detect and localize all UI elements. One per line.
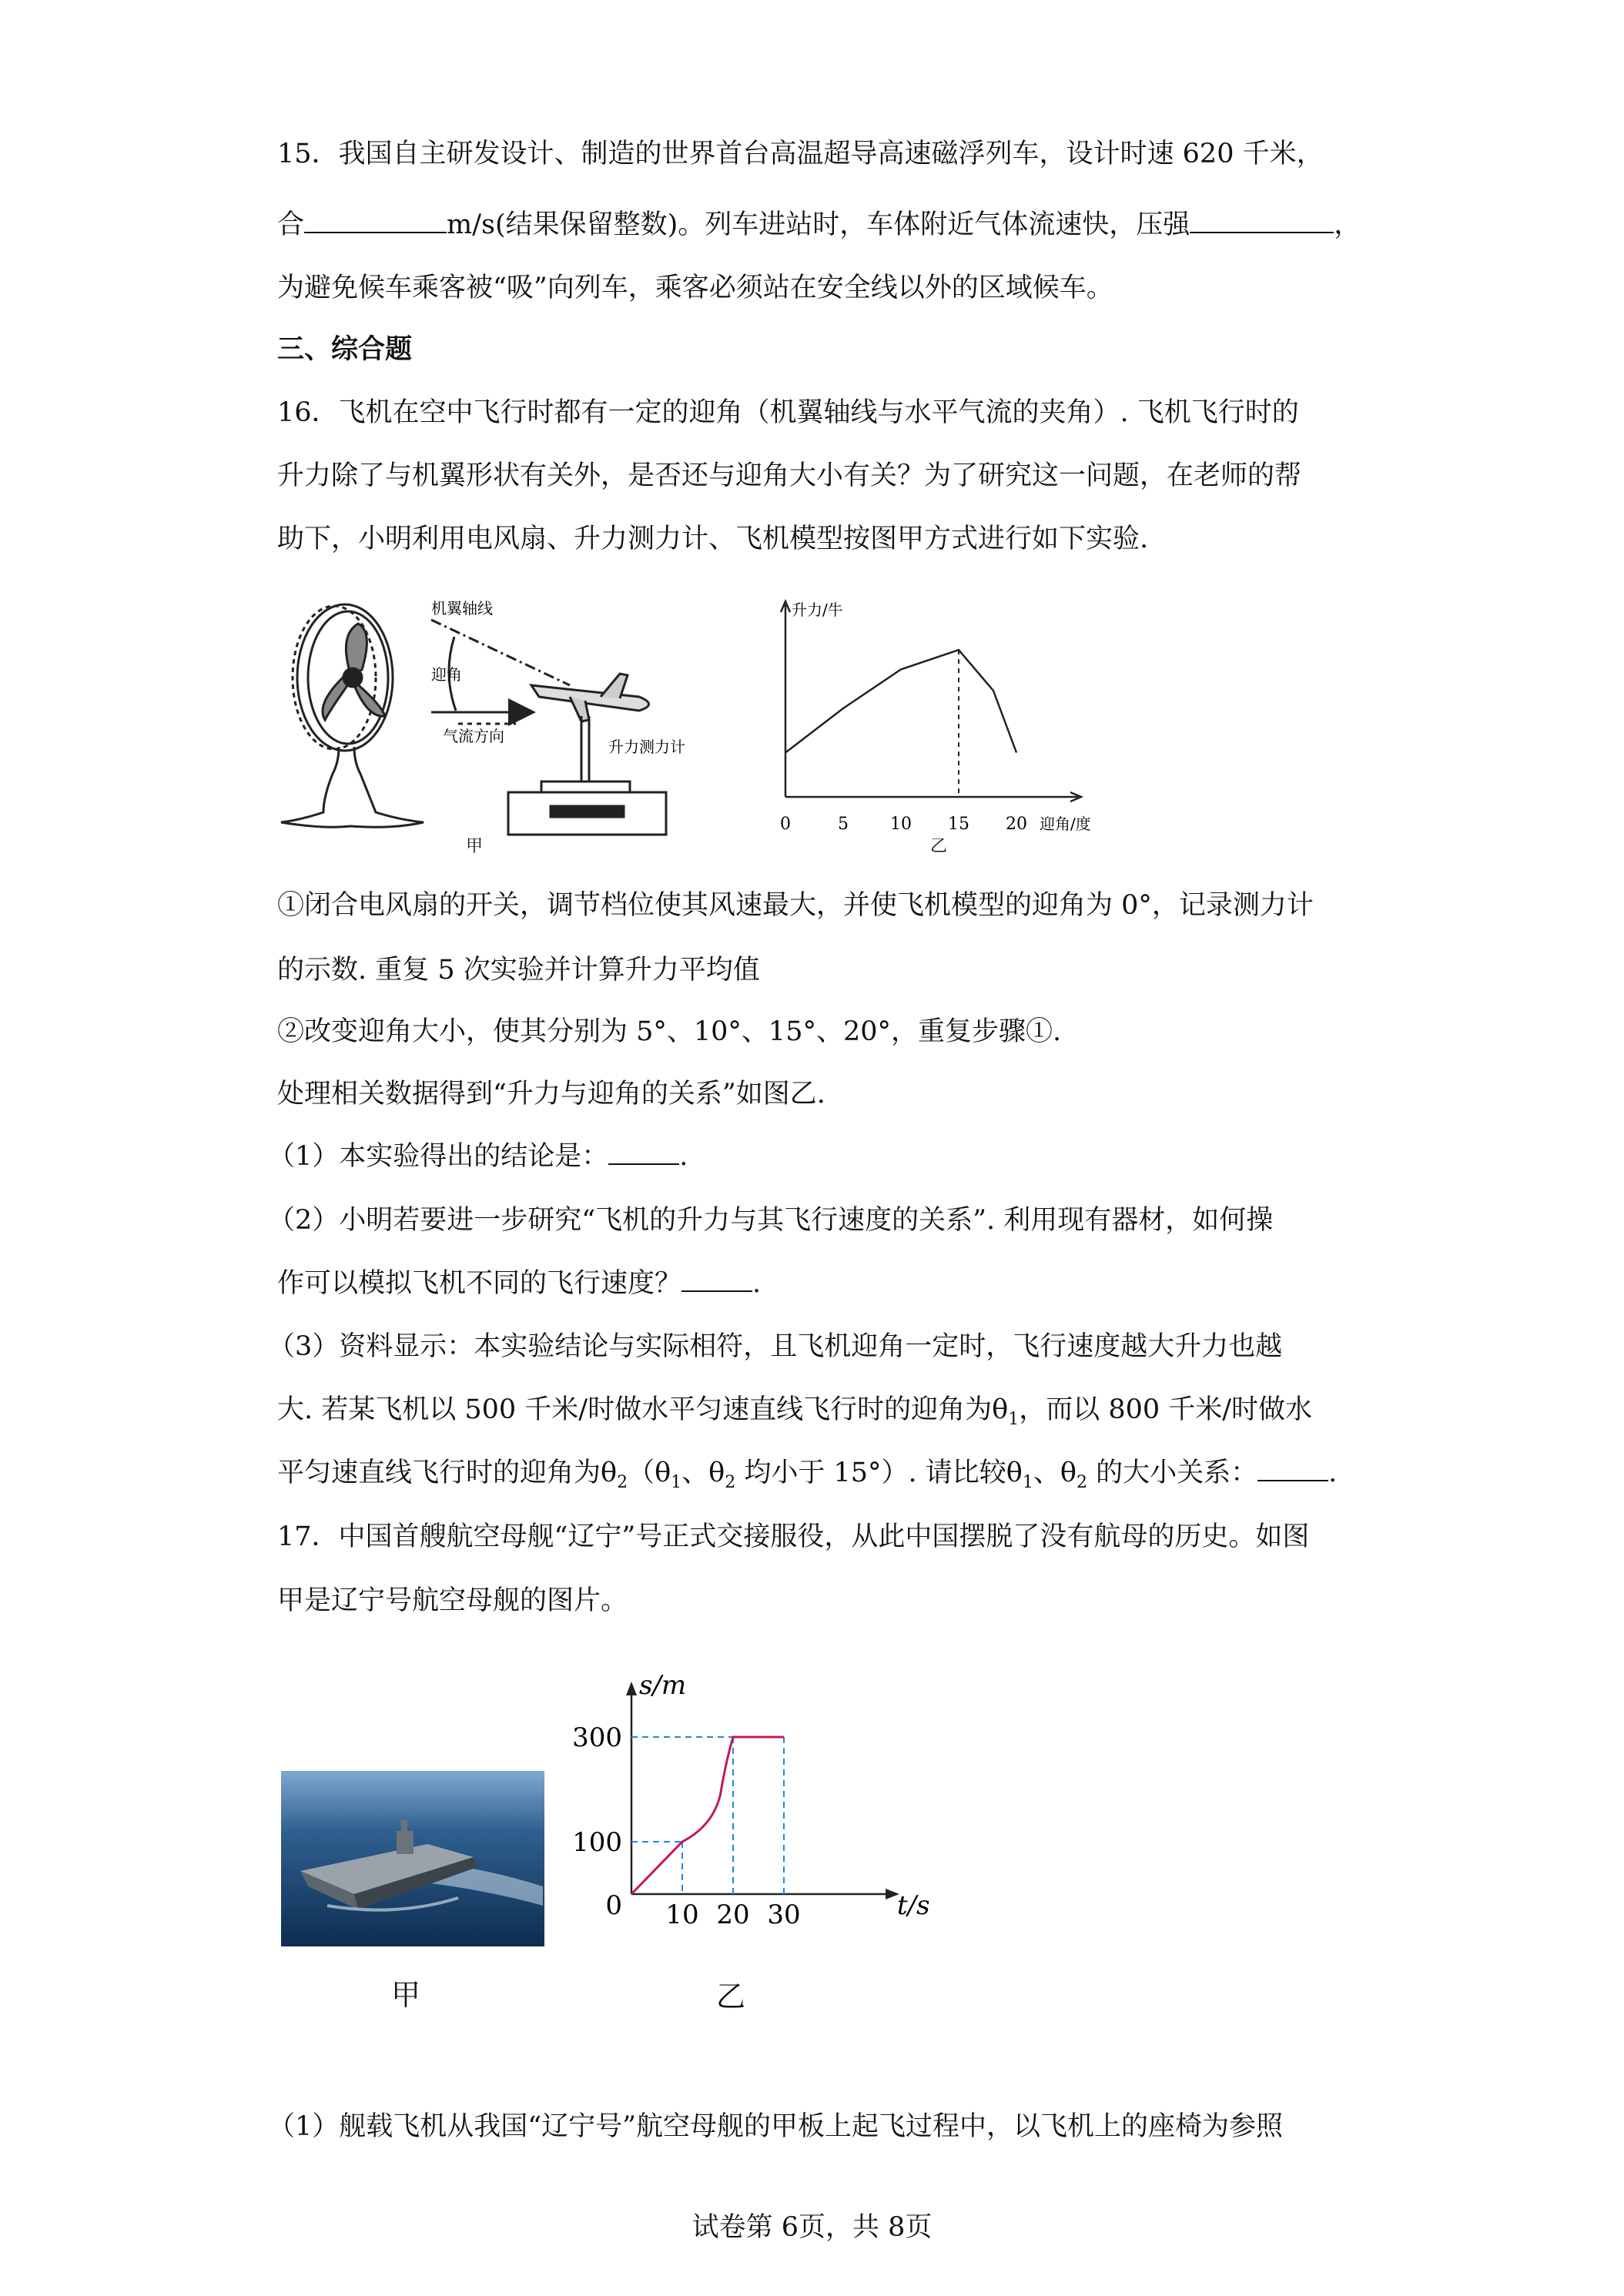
- figure-caption-jia: 甲: [466, 837, 484, 856]
- section-heading: 三、综合题: [277, 333, 413, 365]
- x-tick-label: 10: [665, 1899, 699, 1930]
- q16-sub-2a: （2）小明若要进一步研究“飞机的升力与其飞行速度的关系”. 利用现有器材，如何操: [268, 1205, 1274, 1236]
- y-axis-label: s/m: [639, 1670, 687, 1701]
- x-tick-label: 0: [780, 815, 791, 834]
- x-tick-label: 20: [716, 1899, 750, 1930]
- axis-label: 机翼轴线: [431, 599, 493, 618]
- x-tick-label: 5: [838, 815, 849, 834]
- answer-blank[interactable]: [608, 1139, 679, 1165]
- lift-curve: [785, 650, 1016, 752]
- x-tick-label: 15: [948, 815, 969, 834]
- q17-line-2: 甲是辽宁号航空母舰的图片。: [277, 1585, 628, 1616]
- answer-blank[interactable]: [1190, 207, 1334, 233]
- flow-label: 气流方向: [443, 727, 504, 745]
- q15-line-2: 合 m/s(结果保留整数)。列车进站时，车体附近气体流速快，压强 ，: [277, 206, 1361, 243]
- q16-sub-3b: 大. 若某飞机以 500 千米/时做水平匀速直线飞行时的迎角为$\theta_1$，而以 800 千米/时做水: [277, 1394, 1313, 1429]
- q16-sub-3a: （3）资料显示：本实验结论与实际相符，且飞机迎角一定时，飞行速度越大升力也越: [268, 1331, 1283, 1362]
- y-axis-arrow: [626, 1682, 637, 1695]
- aircraft-carrier-photo: [281, 1771, 544, 1946]
- q16-line-1: 16．飞机在空中飞行时都有一定的迎角（机翼轴线与水平气流的夹角）. 飞机飞行时的: [277, 397, 1299, 428]
- x-tick-label: 30: [767, 1899, 801, 1930]
- lift-angle-chart: [762, 589, 1147, 835]
- distance-time-chart: [570, 1663, 930, 1948]
- page-footer: 试卷第 6页，共 8页: [691, 2212, 933, 2243]
- chart-caption-yi: 乙: [716, 1980, 746, 2013]
- y-axis-label: 升力/牛: [792, 601, 843, 619]
- q16-sub-3c: 平匀速直线飞行时的迎角为$\theta_2(\theta_1$、$\theta_2$ 均小于 15°）. 请比较$\theta_1$、$\theta_2$ 的大小关系： .: [277, 1454, 1337, 1501]
- q16-line-3: 助下，小明利用电风扇、升力测力计、飞机模型按图甲方式进行如下实验.: [277, 524, 1149, 554]
- answer-blank[interactable]: [304, 207, 447, 233]
- q16-process: 处理相关数据得到“升力与迎角的关系”如图乙.: [277, 1079, 825, 1110]
- q16-line-2: 升力除了与机翼形状有关外，是否还与迎角大小有关？为了研究这一问题，在老师的帮: [277, 460, 1302, 491]
- angle-label: 迎角: [431, 665, 462, 684]
- x-tick-label: 10: [890, 815, 912, 834]
- q16-step-2: ②改变迎角大小，使其分别为 5°、10°、15°、20°，重复步骤①.: [277, 1016, 1062, 1047]
- fan-apparatus-figure: [277, 589, 716, 851]
- q15-line-3: 为避免候车乘客被“吸”向列车，乘客必须站在安全线以外的区域候车。: [277, 273, 1113, 303]
- answer-blank[interactable]: [681, 1266, 752, 1292]
- q15-line-1: 15．我国自主研发设计、制造的世界首台高温超导高速磁浮列车，设计时速 620 千米，: [277, 139, 1324, 169]
- x-axis-label: t/s: [897, 1890, 930, 1921]
- q16-step-1b: 的示数. 重复 5 次实验并计算升力平均值: [277, 955, 760, 986]
- meter-label: 升力测力计: [608, 738, 685, 756]
- y-tick-label: 100: [572, 1827, 622, 1858]
- q16-sub-2b: 作可以模拟飞机不同的飞行速度？ .: [277, 1265, 761, 1302]
- y-tick-label: 300: [572, 1722, 622, 1753]
- q16-step-1a: ①闭合电风扇的开关，调节档位使其风速最大，并使飞机模型的迎角为 0°，记录测力计: [277, 890, 1314, 921]
- q16-sub-1: （1）本实验得出的结论是： .: [268, 1138, 688, 1175]
- distance-curve: [631, 1737, 784, 1894]
- q17-sub-1: （1）舰载飞机从我国“辽宁号”航空母舰的甲板上起飞过程中，以飞机上的座椅为参照: [268, 2111, 1284, 2142]
- answer-blank[interactable]: [1257, 1455, 1328, 1481]
- figure-caption-yi: 乙: [930, 837, 948, 856]
- x-tick-label: 0: [605, 1890, 622, 1921]
- x-tick-label: 20: [1006, 815, 1027, 834]
- x-axis-label: 迎角/度: [1040, 815, 1091, 833]
- photo-caption-jia: 甲: [391, 1978, 421, 2012]
- q17-line-1: 17．中国首艘航空母舰“辽宁”号正式交接服役，从此中国摆脱了没有航母的历史。如图: [277, 1521, 1310, 1552]
